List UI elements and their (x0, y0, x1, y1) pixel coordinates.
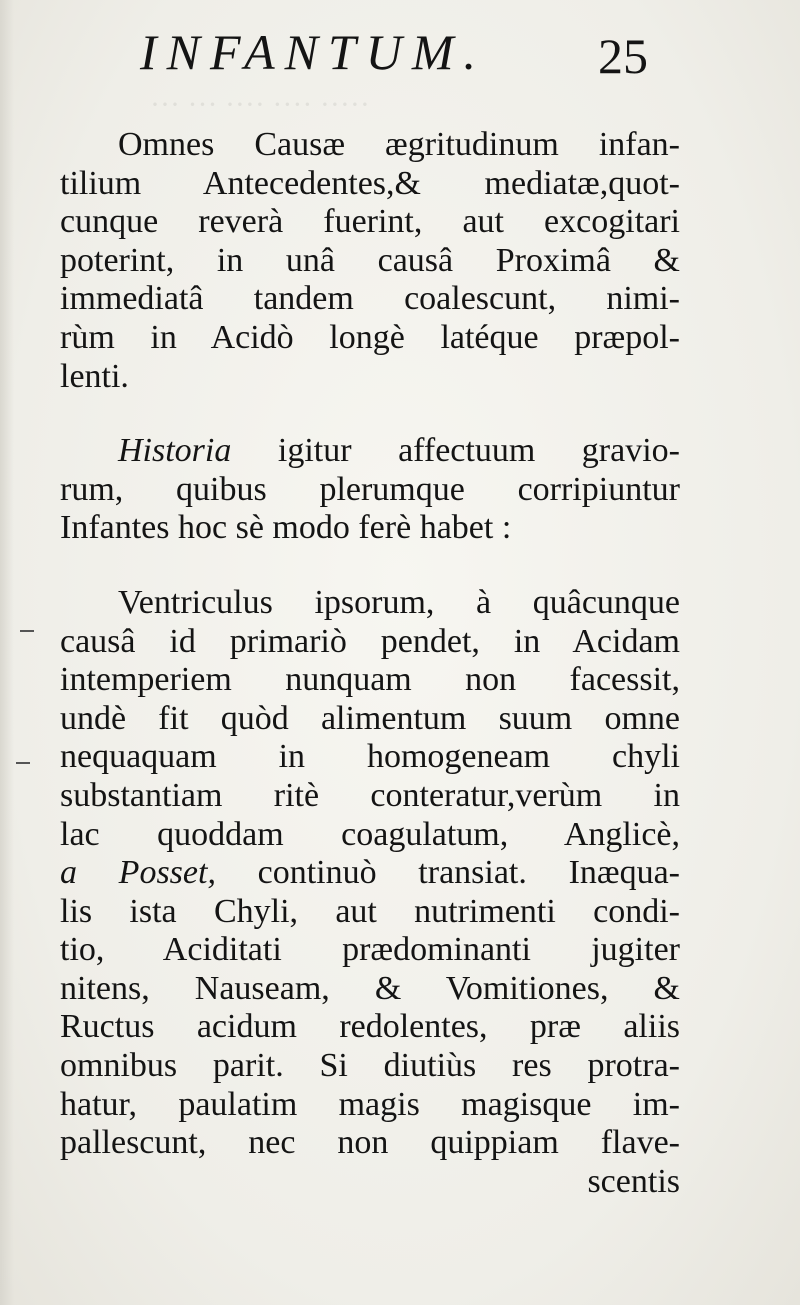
text-line: pallescunt, nec non quippiam flave- (60, 1124, 680, 1162)
page-header (0, 14, 800, 84)
running-head: INFANTUM. (140, 24, 487, 80)
text-line: substantiam ritè conteratur,verùm in (60, 776, 680, 814)
paragraph-gap (60, 396, 680, 432)
text-line: tio, Aciditati prædominanti jugiter (60, 931, 680, 969)
body-text (60, 126, 680, 1201)
paragraph-2 (60, 432, 680, 548)
paragraph-3 (60, 584, 680, 1202)
text-line: Omnes Causæ ægritudinum infan- (118, 126, 680, 163)
text-line: lis ista Chyli, aut nutrimenti condi- (60, 892, 680, 930)
show-through: ··· ··· ···· ···· ····· (150, 88, 370, 121)
page-number: 25 (598, 28, 648, 84)
text-line: omnibus parit. Si diutiùs res protra- (60, 1047, 680, 1085)
text-run: continuò transiat. Inæqua- (257, 854, 680, 892)
text-line: cunque reverà fuerint, aut excogitari (60, 203, 680, 241)
text-line: rùm in Acidò longè latéque præpol- (60, 318, 680, 356)
text-line: rum, quibus plerumque corripiuntur (60, 470, 680, 508)
text-line: undè fit quòd alimentum suum omne (60, 699, 680, 737)
text-line: intemperiem nunquam non facessit, (60, 661, 680, 699)
text-run: igitur affectuum gravio- (231, 432, 680, 470)
text-line: immediatâ tandem coalescunt, nimi- (60, 280, 680, 318)
text-line: Ventriculus ipsorum, à quâcunque (118, 583, 680, 621)
page-shadow-edge (0, 0, 14, 1305)
text-line: tilium Antecedentes,& mediatæ,quot- (60, 164, 680, 202)
text-line: hatur, paulatim magis magisque im- (60, 1085, 680, 1123)
text-line: causâ id primariò pendet, in Acidam (60, 622, 680, 660)
margin-mark (16, 762, 30, 764)
text-line: lenti. (60, 357, 129, 395)
italic-word: Historia (118, 432, 232, 470)
margin-mark (20, 630, 34, 632)
text-line: poterint, in unâ causâ Proximâ & (60, 241, 680, 279)
text-line: nequaquam in homogeneam chyli (60, 738, 680, 776)
text-line (60, 854, 680, 893)
text-line: Ructus acidum redolentes, præ aliis (60, 1008, 680, 1046)
paragraph-gap (60, 548, 680, 584)
text-line: Infantes hoc sè modo ferè habet : (60, 509, 512, 547)
catchword: scentis (587, 1162, 680, 1200)
text-line: lac quoddam coagulatum, Anglicè, (60, 815, 680, 853)
text-line: nitens, Nauseam, & Vomitiones, & (60, 969, 680, 1007)
italic-word: a Posset, (60, 854, 216, 892)
text-line (60, 432, 680, 471)
paragraph-1 (60, 126, 680, 396)
